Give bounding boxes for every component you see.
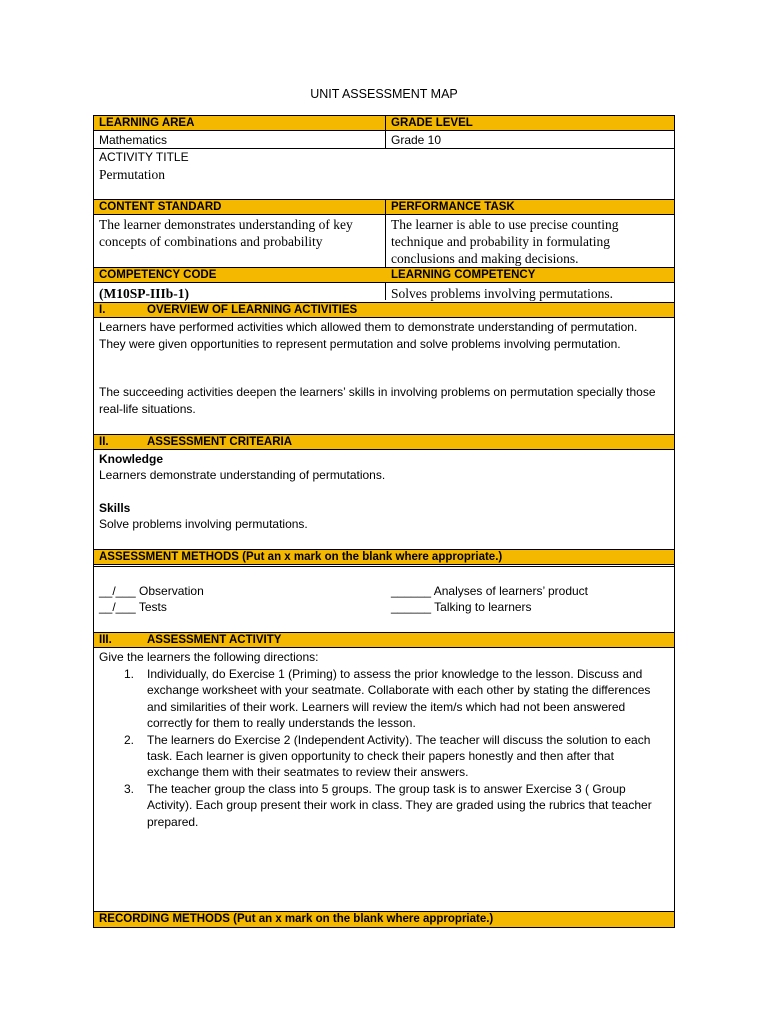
recording-methods-heading: RECORDING METHODS: [99, 913, 230, 925]
skills-label: Skills: [99, 501, 131, 515]
method-talking: [391, 599, 532, 615]
activity-title-value: Permutation: [99, 167, 165, 182]
learning-competency-label: LEARNING COMPETENCY: [391, 269, 536, 281]
section-2-number: II.: [99, 436, 109, 448]
grade-level-label: GRADE LEVEL: [391, 117, 473, 129]
activity-title-label: ACTIVITY TITLE: [99, 150, 189, 164]
assessment-methods-header: [93, 549, 675, 565]
skills-text: Solve problems involving permutations.: [99, 517, 308, 531]
content-standard-value: The learner demonstrates understanding of key concepts of combinations and probability: [99, 217, 353, 249]
step-number: 1.: [124, 667, 135, 681]
analyses-label: Analyses of learners’ product: [433, 584, 589, 598]
method-observation: [99, 583, 204, 599]
section-3-heading: ASSESSMENT ACTIVITY: [147, 634, 282, 646]
header-row-learning-area: [93, 115, 675, 131]
observation-label: Observation: [139, 584, 204, 598]
competency-code-label: COMPETENCY CODE: [99, 269, 217, 281]
step-number: 2.: [124, 732, 135, 747]
knowledge-label: Knowledge: [99, 452, 164, 466]
observation-blank[interactable]: __/___: [99, 584, 136, 598]
assessment-methods-instruction: (Put an x mark on the blank where appropriate.): [238, 551, 503, 563]
talking-blank[interactable]: ______: [391, 600, 432, 614]
activity-steps-list: [100, 666, 665, 830]
talking-label: Talking to learners: [434, 600, 532, 614]
list-item: [100, 732, 665, 781]
recording-methods-instruction: (Put an x mark on the blank where appropriate.): [229, 913, 494, 925]
knowledge-text: Learners demonstrate understanding of permutations.: [99, 468, 386, 482]
assessment-methods-heading: ASSESSMENT METHODS: [99, 551, 239, 563]
section-3-header: [93, 632, 675, 648]
step-number: 3.: [124, 781, 135, 796]
section-1-number: I.: [99, 304, 106, 316]
tests-blank[interactable]: __/___: [99, 600, 136, 614]
list-item: [100, 781, 665, 830]
overview-paragraph-2: The succeeding activities deepen the learners’ skills in involving problems on permutation specially those real-life situations.: [99, 385, 656, 416]
learning-competency-value: Solves problems involving permutations.: [391, 286, 613, 301]
header-row-content-standard: [93, 199, 675, 215]
column-divider: [385, 115, 386, 148]
learning-area-label: LEARNING AREA: [99, 117, 195, 129]
section-2-heading: ASSESSMENT CRITEARIA: [147, 436, 293, 448]
performance-task-label: PERFORMANCE TASK: [391, 201, 515, 213]
step-text: Individually, do Exercise 1 (Priming) to assess the prior knowledge to the lesson. Discuss and exchange worksheet with your seatmate. Collaborate with each other by stating the differences and similarities of their work. Learners will review the item/s which had not been answered correctly for them to really understands the lesson.: [147, 667, 651, 731]
step-text: The teacher group the class into 5 groups. The group task is to answer Exercise 3 ( Group Activity). Each group present their work in class. They are graded using the rubrics that teacher prepared.: [147, 781, 652, 829]
overview-paragraph-1: Learners have performed activities which allowed them to demonstrate understanding of permutation. They were given opportunities to represent permutation and solve problems involving permutation.: [99, 320, 638, 351]
grade-level-value: Grade 10: [391, 133, 442, 147]
content-standard-label: CONTENT STANDARD: [99, 201, 222, 213]
recording-methods-header: [93, 911, 675, 928]
competency-code-value: (M10SP-IIIb-1): [99, 286, 189, 301]
section-1-header: [93, 302, 675, 318]
method-analyses: [391, 583, 588, 599]
section-3-number: III.: [99, 634, 112, 646]
activity-intro: Give the learners the following directions:: [99, 650, 319, 664]
document-title: UNIT ASSESSMENT MAP: [310, 87, 458, 101]
section-2-header: [93, 434, 675, 450]
performance-task-value: The learner is able to use precise counting technique and probability in formulating conclusions and making decisions.: [391, 217, 619, 266]
row-divider: [93, 566, 675, 567]
section-1-heading: OVERVIEW OF LEARNING ACTIVITIES: [147, 304, 358, 316]
analyses-blank[interactable]: ______: [391, 584, 432, 598]
header-row-competency: [93, 267, 675, 283]
learning-area-value: Mathematics: [99, 133, 168, 147]
step-text: The learners do Exercise 2 (Independent Activity). The teacher will discuss the solution to each task. Each learner is given opportunity to check their papers honestly and then after that exchange them with their seatmates to review their answers.: [147, 732, 651, 780]
column-divider: [385, 199, 386, 300]
method-tests: [99, 599, 167, 615]
list-item: [100, 666, 665, 732]
tests-label: Tests: [138, 600, 167, 614]
